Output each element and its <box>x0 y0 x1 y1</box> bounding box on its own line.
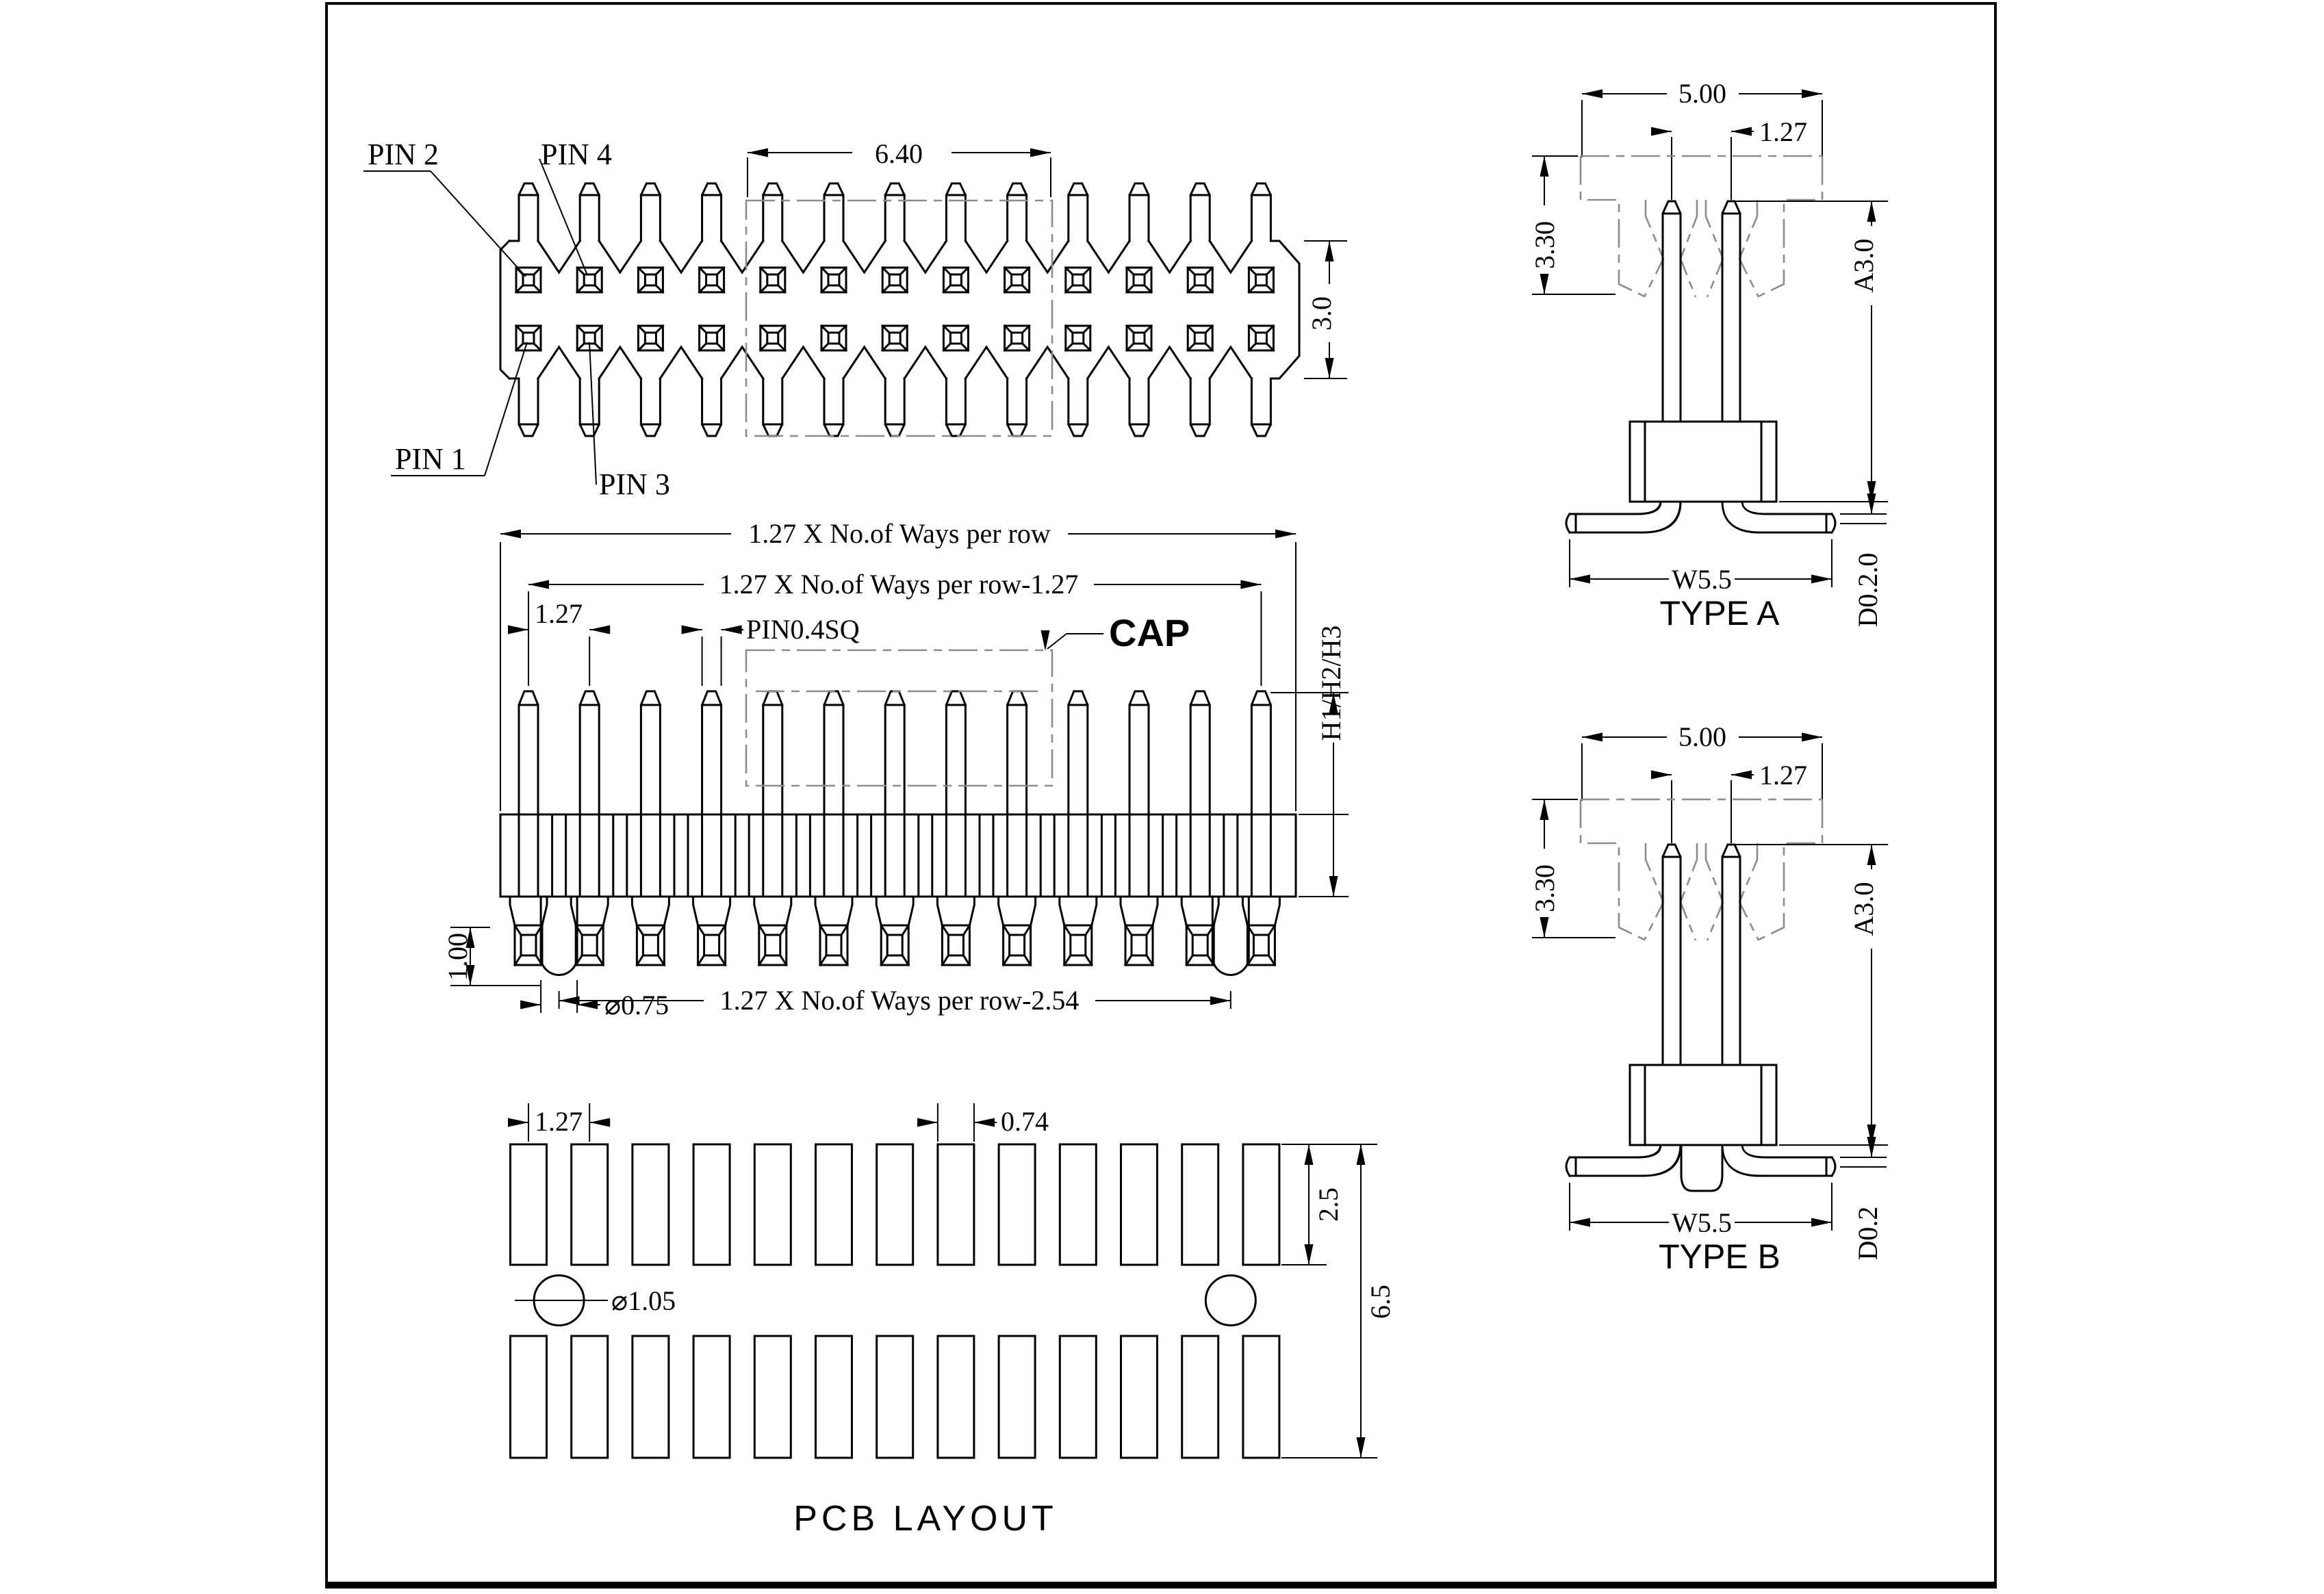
type-a-view <box>1529 78 1888 632</box>
arrowhead <box>508 626 528 634</box>
front-pin <box>946 691 965 814</box>
body-bottom-notch <box>599 347 641 378</box>
top-pin-down <box>824 378 843 436</box>
top-pin-up <box>702 183 722 241</box>
pad-shoulder <box>1092 897 1097 925</box>
pin-pad-inner <box>1134 274 1145 285</box>
arrowhead <box>589 626 610 634</box>
dim-inner-row: 1.27 X No.of Ways per row-1.27 <box>719 569 1079 600</box>
body-left-end <box>500 241 509 378</box>
pin-pad-inner <box>706 333 717 344</box>
pin-pad-inner <box>1255 274 1266 285</box>
top-pin-down <box>1251 378 1270 436</box>
pad-shoulder <box>632 897 637 925</box>
cap-outline-front-view <box>746 650 1052 786</box>
front-pin <box>824 691 843 814</box>
pcb-dim-span: 6.5 <box>1365 1285 1396 1319</box>
pcb-dim-pad-width: 0.74 <box>1001 1106 1049 1137</box>
pcb-pad-top <box>754 1144 791 1265</box>
smt-pad-inner <box>1192 935 1208 955</box>
dim-total-row: 1.27 X No.of Ways per row <box>748 518 1051 549</box>
pin-pad-inner <box>950 333 961 344</box>
top-pin-down <box>519 378 538 436</box>
arrowhead <box>1570 575 1590 584</box>
pad-shoulder <box>876 897 881 925</box>
pcb-pad-top <box>816 1144 852 1265</box>
pin-pad-inner <box>828 274 839 285</box>
dim-bottom-row: 1.27 X No.of Ways per row-2.54 <box>719 985 1080 1016</box>
body-top-notch <box>843 241 885 272</box>
dim-cap-width: 6.40 <box>875 138 923 169</box>
smt-pad-inner <box>887 935 902 955</box>
top-pin-up <box>763 183 782 241</box>
pcb-pad-bottom <box>1121 1336 1158 1458</box>
arrowhead <box>1325 241 1334 261</box>
arrowhead <box>748 149 768 157</box>
pcb-pad-top <box>999 1144 1035 1265</box>
body-top-notch <box>782 241 824 272</box>
foot-right-top <box>1742 502 1832 514</box>
pin-pad-inner <box>1255 333 1266 344</box>
foot-left-top <box>1570 1145 1661 1157</box>
cap-left <box>1581 156 1644 296</box>
pin-pad-inner <box>828 333 839 344</box>
top-pin-up <box>1069 183 1088 241</box>
pcb-pad-bottom <box>938 1336 974 1458</box>
body-top-notch <box>1027 241 1069 272</box>
pcb-pad-top <box>877 1144 913 1265</box>
body-top-notch <box>599 241 641 272</box>
arrowhead <box>722 626 742 634</box>
pad-shoulder <box>664 897 669 925</box>
front-pin <box>1069 691 1088 814</box>
pcb-pad-top <box>633 1144 669 1265</box>
arrowhead <box>500 530 521 539</box>
cap-funnel <box>1644 200 1663 297</box>
pad-shoulder <box>510 897 515 925</box>
pin2-leader <box>431 171 526 277</box>
body-bottom-notch <box>1088 347 1129 378</box>
arrowhead <box>1540 274 1549 294</box>
pin-pad-inner <box>1012 333 1023 344</box>
side-pin <box>1663 201 1681 422</box>
dim-row-span: 3.0 <box>1306 296 1337 331</box>
pcb-pad-bottom <box>877 1336 913 1458</box>
foot-left-tip <box>1566 514 1570 532</box>
arrowhead <box>1867 845 1876 865</box>
arrowhead <box>1802 90 1822 99</box>
front-pin <box>641 691 660 814</box>
smt-pad-inner <box>582 935 597 955</box>
foot-left-bottom <box>1570 1145 1681 1176</box>
ta-dim-tail: D0.2.0 <box>1852 552 1883 628</box>
body-top-notch <box>538 241 580 272</box>
cap-outline-top-view <box>746 201 1052 436</box>
pin1-leader <box>485 342 527 476</box>
pcb-pad-top <box>1182 1144 1218 1265</box>
pin-pad-inner <box>767 274 778 285</box>
cap-funnel <box>1739 843 1759 940</box>
foot-right-bottom <box>1722 1145 1832 1176</box>
arrowhead <box>577 1001 598 1010</box>
arrowhead <box>1329 876 1338 897</box>
pad-shoulder <box>847 897 852 925</box>
pcb-pad-bottom <box>1243 1336 1279 1458</box>
body-top-notch <box>904 241 946 272</box>
type-b-view <box>1529 721 1888 1276</box>
top-pin-down <box>702 378 722 436</box>
housing-block <box>1630 422 1776 502</box>
body-bottom-notch <box>722 347 763 378</box>
dim-tail-dia: ⌀0.75 <box>604 990 669 1020</box>
top-pin-up <box>641 183 660 241</box>
foot-right-top <box>1742 1145 1832 1157</box>
smt-pad-inner <box>948 935 963 955</box>
body-top-notch <box>1088 241 1129 272</box>
arrowhead <box>1357 1437 1366 1458</box>
dim-standoff: 1.00 <box>442 933 473 981</box>
pin-pad-inner <box>645 333 656 344</box>
pin-pad-inner <box>1195 274 1205 285</box>
arrowhead <box>1357 1144 1366 1165</box>
cap-funnel <box>1706 843 1723 940</box>
pcb-pad-top <box>572 1144 608 1265</box>
front-pin <box>580 691 599 814</box>
smt-pad-inner <box>1253 935 1268 955</box>
arrowhead <box>528 580 549 589</box>
pin-pad-inner <box>584 274 595 285</box>
front-view-geometry <box>450 530 1349 1014</box>
pcb-dim-pitch: 1.27 <box>535 1106 583 1137</box>
body-right-end <box>1270 241 1299 378</box>
type-b-geometry <box>1532 733 1888 1231</box>
top-pin-up <box>580 183 599 241</box>
front-pin <box>1190 691 1210 814</box>
smt-pad-inner <box>643 935 658 955</box>
pcb-pad-top <box>1243 1144 1279 1265</box>
cap-right <box>1759 156 1822 296</box>
pin-pad-inner <box>645 274 656 285</box>
arrowhead <box>1731 771 1752 780</box>
top-pin-up <box>1251 183 1270 241</box>
front-view <box>442 518 1349 1020</box>
arrowhead <box>1030 149 1051 157</box>
pad-shoulder <box>969 897 974 925</box>
pad-shoulder <box>1182 897 1186 925</box>
ta-dim-cap-height: 3.30 <box>1529 221 1560 269</box>
pcb-dim-pad-height: 2.5 <box>1313 1187 1344 1222</box>
pcb-pad-top <box>1121 1144 1158 1265</box>
pad-shoulder <box>1153 897 1158 925</box>
front-pin <box>763 691 782 814</box>
tb-dim-tail: D0.2 <box>1852 1206 1883 1261</box>
front-pin <box>1251 691 1270 814</box>
pad-shoulder <box>787 897 791 925</box>
arrowhead <box>1651 127 1672 136</box>
type-a-geometry <box>1532 90 1888 588</box>
body-top-notch <box>965 241 1007 272</box>
pad-shoulder <box>542 897 547 925</box>
arrowhead <box>974 1118 995 1127</box>
body-bottom-notch <box>843 347 885 378</box>
housing-block <box>1630 1065 1776 1145</box>
top-pin-down <box>641 378 660 436</box>
cap-funnel <box>1706 200 1723 297</box>
side-pin <box>1722 201 1740 422</box>
pad-shoulder <box>693 897 698 925</box>
pcb-pad-top <box>938 1144 974 1265</box>
arrowhead <box>1867 493 1876 514</box>
smt-pad-inner <box>1010 935 1025 955</box>
arrowhead <box>1275 530 1296 539</box>
arrowhead <box>1325 358 1334 378</box>
pin2-label: PIN 2 <box>368 138 439 171</box>
cap-leader <box>1047 634 1067 649</box>
pin-pad-inner <box>950 274 961 285</box>
body-bottom-notch <box>782 347 824 378</box>
arrowhead <box>1731 127 1752 136</box>
type-a-title: TYPE A <box>1659 594 1780 632</box>
foot-left-bottom <box>1570 502 1681 532</box>
tb-dim-cap-height: 3.30 <box>1529 864 1560 912</box>
pin-pad-inner <box>889 333 900 344</box>
body-top-notch <box>660 241 702 272</box>
pad-shoulder <box>999 897 1004 925</box>
arrowhead <box>1540 917 1549 938</box>
smt-pad-inner <box>1071 935 1086 955</box>
top-pin-up <box>885 183 904 241</box>
foot-left-tip <box>1566 1157 1570 1176</box>
body-bottom-notch <box>904 347 946 378</box>
pin-pad-inner <box>889 274 900 285</box>
arrowhead <box>1582 733 1602 742</box>
pad-shoulder <box>1242 897 1247 925</box>
pin-pad-inner <box>1195 333 1205 344</box>
top-pin-up <box>1129 183 1149 241</box>
cap-funnel <box>1644 843 1663 940</box>
ta-dim-pin-height: A3.0 <box>1848 238 1879 293</box>
foot-left-top <box>1570 502 1661 514</box>
foot-right-bottom <box>1722 502 1832 532</box>
pcb-pad-bottom <box>633 1336 669 1458</box>
pin-pad-inner <box>1073 274 1084 285</box>
arrowhead <box>1651 771 1672 780</box>
arrowhead <box>1305 1144 1314 1165</box>
body-bottom-notch <box>1210 347 1251 378</box>
pcb-layout-geometry <box>508 1103 1377 1458</box>
smt-pad-inner <box>521 935 536 955</box>
tb-dim-pitch: 1.27 <box>1759 760 1807 790</box>
pad-shoulder <box>1031 897 1036 925</box>
top-pin-down <box>885 378 904 436</box>
pin3-leader <box>589 342 596 485</box>
body-top-notch <box>722 241 763 272</box>
pad-shoulder <box>815 897 820 925</box>
pad-shoulder <box>1060 897 1064 925</box>
pcb-pad-top <box>1060 1144 1096 1265</box>
top-pin-down <box>1008 378 1027 436</box>
pad-shoulder <box>754 897 759 925</box>
dim-pitch: 1.27 <box>535 598 583 629</box>
pin-pad-inner <box>767 333 778 344</box>
foot-right-tip <box>1832 514 1835 532</box>
top-pin-down <box>763 378 782 436</box>
arrowhead <box>508 1118 528 1127</box>
smt-pad-inner <box>1132 935 1147 955</box>
pad-shoulder <box>1214 897 1218 925</box>
top-view-geometry <box>363 149 1347 485</box>
pin4-label: PIN 4 <box>541 138 612 171</box>
side-pin <box>1663 845 1681 1065</box>
type-b-title: TYPE B <box>1659 1237 1780 1276</box>
pad-shoulder <box>1275 897 1279 925</box>
arrowhead <box>1240 580 1261 589</box>
pin-pad-inner <box>1073 333 1084 344</box>
arrowhead <box>1867 201 1876 222</box>
pad-shoulder <box>908 897 913 925</box>
pcb-pad-bottom <box>572 1336 608 1458</box>
ta-dim-width: W5.5 <box>1672 564 1732 595</box>
top-pin-down <box>1069 378 1088 436</box>
pcb-dim-hole: ⌀1.05 <box>611 1285 676 1316</box>
side-pin <box>1722 845 1740 1065</box>
top-pin-down <box>1129 378 1149 436</box>
top-pin-down <box>1190 378 1210 436</box>
tb-dim-width: W5.5 <box>1672 1207 1732 1238</box>
pad-shoulder <box>1121 897 1125 925</box>
dim-height: H1/H2/H3 <box>1316 625 1346 741</box>
frame-border <box>327 3 1995 1587</box>
pcb-pad-top <box>511 1144 547 1265</box>
arrowhead <box>682 626 702 634</box>
pcb-pad-bottom <box>511 1336 547 1458</box>
body-bottom-notch <box>965 347 1007 378</box>
cap-funnel <box>1681 843 1697 940</box>
top-view <box>363 138 1347 501</box>
arrowhead <box>520 1001 541 1010</box>
pad-shoulder <box>603 897 608 925</box>
top-pin-up <box>1190 183 1210 241</box>
pad-shoulder <box>937 897 942 925</box>
pcb-pad-bottom <box>754 1336 791 1458</box>
arrowhead <box>589 1118 610 1127</box>
front-pin <box>1129 691 1149 814</box>
body-top-notch <box>1149 241 1190 272</box>
arrowhead <box>1540 156 1549 177</box>
arrowhead <box>1210 997 1231 1005</box>
smt-pad-inner <box>826 935 841 955</box>
cap-left <box>1581 799 1644 940</box>
pcb-layout-view <box>508 1103 1396 1539</box>
tb-dim-cap-width: 5.00 <box>1678 721 1726 752</box>
pin1-label: PIN 1 <box>395 442 466 476</box>
drawing-frame <box>327 3 1995 1587</box>
arrowhead <box>1540 799 1549 820</box>
pin-square-label: PIN0.4SQ <box>746 614 860 645</box>
ta-dim-pitch: 1.27 <box>1759 116 1807 147</box>
pcb-layout-title: PCB LAYOUT <box>793 1499 1058 1539</box>
pcb-pad-top <box>693 1144 730 1265</box>
arrowhead <box>1305 1244 1314 1265</box>
pcb-pad-bottom <box>816 1336 852 1458</box>
top-pin-down <box>946 378 965 436</box>
cap-funnel <box>1681 200 1697 297</box>
top-pin-up <box>519 183 538 241</box>
front-pin <box>1008 691 1027 814</box>
pcb-pad-bottom <box>999 1336 1035 1458</box>
arrowhead <box>1811 575 1832 584</box>
front-pin <box>702 691 722 814</box>
cap-right <box>1759 799 1822 940</box>
arrowhead <box>1867 1137 1876 1157</box>
pin-pad-inner <box>523 333 534 344</box>
pcb-pad-bottom <box>693 1336 730 1458</box>
pin-pad-inner <box>1134 333 1145 344</box>
smt-pad-inner <box>704 935 719 955</box>
locating-peg <box>1681 1145 1722 1191</box>
tb-dim-pin-height: A3.0 <box>1848 882 1879 936</box>
cap-label: CAP <box>1109 611 1190 654</box>
pcb-pad-bottom <box>1182 1336 1218 1458</box>
arrowhead <box>1570 1218 1590 1227</box>
body-bottom-notch <box>1027 347 1069 378</box>
pin-pad-inner <box>1012 274 1023 285</box>
pin-pad-inner <box>706 274 717 285</box>
front-pin <box>885 691 904 814</box>
smt-pad-inner <box>765 935 780 955</box>
body-bottom-notch <box>660 347 702 378</box>
front-pin <box>519 691 538 814</box>
top-pin-down <box>580 378 599 436</box>
pcb-pad-bottom <box>1060 1336 1096 1458</box>
pin-pad-inner <box>584 333 595 344</box>
top-pin-up <box>946 183 965 241</box>
arrowhead <box>1582 90 1602 99</box>
cap-funnel <box>1739 200 1759 297</box>
pad-shoulder <box>571 897 576 925</box>
foot-right-tip <box>1832 1157 1835 1176</box>
pcb-hole-right <box>1205 1276 1255 1326</box>
ta-dim-cap-width: 5.00 <box>1678 78 1726 109</box>
pin3-label: PIN 3 <box>599 467 670 501</box>
top-pin-up <box>824 183 843 241</box>
body-top-notch <box>1210 241 1251 272</box>
body-bottom-notch <box>538 347 580 378</box>
arrowhead <box>1802 733 1822 742</box>
pad-shoulder <box>726 897 730 925</box>
top-pin-up <box>1008 183 1027 241</box>
body-bottom-notch <box>1149 347 1190 378</box>
arrowhead <box>917 1118 938 1127</box>
arrowhead <box>1811 1218 1832 1227</box>
